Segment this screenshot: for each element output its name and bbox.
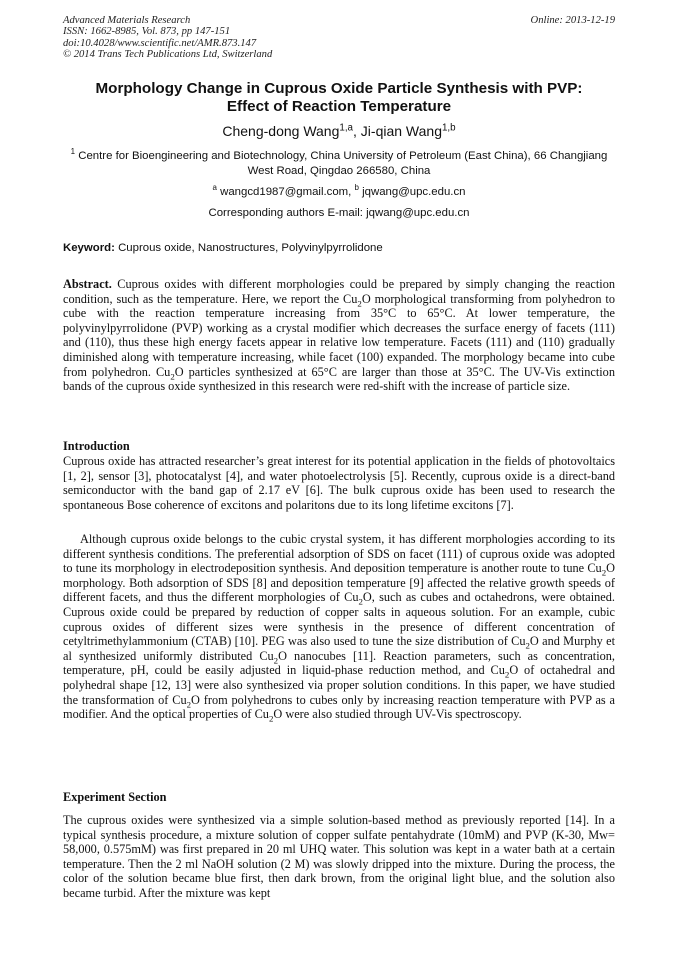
subscript: 2 xyxy=(268,713,274,724)
subscript: 2 xyxy=(525,640,530,651)
copyright-line: © 2014 Trans Tech Publications Ltd, Switzerland xyxy=(63,49,273,61)
email-b: jqwang@upc.edu.cn xyxy=(358,186,466,198)
intro-p2-text: Although cuprous oxide belongs to the cubic crystal system, it has different morphologies according to its different synthesis conditions. The preferential adsorption of SDS on facet (111) of cuprous oxide was adopted to tune its morphology in electrodeposition synthesis. And deposition temperature is another route to tune Cu xyxy=(63,532,615,576)
experiment-paragraph-1: The cuprous oxides were synthesized via a simple solution-based method as previously reported [14]. In a typical synthesis procedure, a mixture solution of copper sulfate pentahydrate (10mM) and PVP (K-30, Mw= 58,000, 0.575mM) was first prepared in 20 ml UHQ water. This solution was kept in a water bath at a certain temperature. Then the 2 ml NaOH solution (2 M) was slowly dripped into the mixture. During the process, the color of the solution became blue first, then dark brown, from the original light blue, and the solution also became turbid. After the mixture was kept xyxy=(63,813,615,900)
email-a-marker: a xyxy=(212,183,217,193)
affiliation-text: Centre for Bioengineering and Biotechnology, China University of Petroleum (East China), 66 Changjiang West Road, Qingdao 266580, China xyxy=(75,150,608,177)
author-separator: , xyxy=(353,123,361,139)
subscript: 2 xyxy=(170,371,175,382)
title-line-2: Effect of Reaction Temperature xyxy=(226,98,452,115)
author-2-name: Ji-qian Wang xyxy=(360,123,442,139)
intro-p2-text: O nanocubes [11]. Reaction parameters, such as concentration, temperature, pH, could be easily adjusted in liquid-phase reduction method, and Cu xyxy=(63,648,615,678)
keywords xyxy=(63,241,615,256)
email-b-marker: b xyxy=(354,183,359,193)
author-1-name: Cheng-dong Wang xyxy=(222,123,340,139)
affiliation xyxy=(63,149,615,179)
affiliation-marker: 1 xyxy=(70,147,76,157)
experiment-heading: Experiment Section xyxy=(63,790,167,804)
online-date: Online: 2013-12-19 xyxy=(530,15,615,26)
subscript: 2 xyxy=(273,655,279,666)
introduction-paragraph-1: Cuprous oxide has attracted researcher’s great interest for its potential application in the fields of photovoltaics [1, 2], sensor [3], photocatalyst [4], and water photoelectrolysis [5]. Recently, cuprous oxide is a direct-band semiconductor with the band gap of 2.17 eV [6]. The bulk cuprous oxide has been used to research the spontaneous Bose coherence of excitons and polaritons due to its long lifetime excitons [7]. xyxy=(63,454,615,512)
keyword-text: Cuprous oxide, Nanostructures, Polyvinylpyrrolidone xyxy=(114,242,383,254)
intro-p2-text: O morphology. Both adsorption of SDS [8] and deposition temperature [9] affected the relative growth speeds of different facets, and thus the different morphologies of Cu xyxy=(63,561,615,605)
abstract-paragraph xyxy=(63,277,615,394)
intro-p2-text: O from polyhedrons to cubes only by increasing reaction temperature with PVP as a modifier. And the optical properties of Cu xyxy=(63,692,615,722)
email-a: wangcd1987@gmail.com, xyxy=(216,186,355,198)
doi-line: doi:10.4028/www.scientific.net/AMR.873.147 xyxy=(63,37,257,49)
abstract-text-1: Cuprous oxides with different morphologies could be prepared by simply changing the reaction condition, such as the temperature. Here, we report the Cu xyxy=(63,277,615,306)
subscript: 2 xyxy=(358,596,363,607)
journal-header xyxy=(63,15,615,61)
title-line-1: Morphology Change in Cuprous Oxide Particle Synthesis with PVP: xyxy=(95,80,583,97)
intro-p2-text: O, such as cubes and octahedrons, were obtained. Cuprous oxide could be prepared by reduction of copper salts in aqueous solution. For an example, cubic cuprous oxides of different sizes were synthesis in the presence of different concentration of cetyltrimethylammonium (CTAB) [10]. PEG was also used to tune the size distribution of Cu xyxy=(63,590,615,649)
introduction-heading: Introduction xyxy=(63,439,130,453)
journal-name: Advanced Materials Research xyxy=(63,15,191,26)
subscript: 2 xyxy=(357,298,362,309)
abstract-text-3: O particles synthesized at 65°C are larger than those at 35°C. The UV-Vis extinction bands of the cuprous oxide synthesized in this research were red-shift with the increase of particle size. xyxy=(63,364,615,394)
abstract-label: Abstract. xyxy=(63,277,112,291)
author-emails xyxy=(63,185,615,200)
author-1-marker: 1,a xyxy=(339,122,354,134)
paper-title xyxy=(63,80,615,116)
introduction-paragraph-2 xyxy=(63,532,615,722)
intro-p2-text: O of octahedral and polyhedral shape [12, 13] were also synthesized via proper solution conditions. In this paper, we have studied the transformation of Cu xyxy=(63,663,615,707)
author-list xyxy=(63,123,615,140)
intro-p2-text: O were also studied through UV-Vis spectroscopy. xyxy=(273,707,522,722)
author-2-marker: 1,b xyxy=(441,122,456,134)
keyword-label: Keyword: xyxy=(63,242,115,254)
subscript: 2 xyxy=(601,567,607,578)
issn-line: ISSN: 1662-8985, Vol. 873, pp 147-151 xyxy=(63,26,231,38)
subscript: 2 xyxy=(504,669,510,680)
abstract-text-2: O morphological transforming from polyhedron to cube with the reaction temperature increasing from 35°C to 65°C. At lower temperature, the polyvinylpyrrolidone (PVP) working as a crystal modifier which decreases the surface energy of facets (111) and (110), thus these high energy facets appear in relative low temperature. Facets (111) and (110) gradually diminished along with temperature increasing, while facet (100) expanded. The morphology became into cube from polyhedron. Cu xyxy=(63,291,615,379)
subscript: 2 xyxy=(186,698,192,709)
corresponding-email: Corresponding authors E-mail: jqwang@upc.edu.cn xyxy=(208,207,470,219)
intro-p2-text: O and Murphy et al synthesized uniformly distributed Cu xyxy=(63,634,615,663)
